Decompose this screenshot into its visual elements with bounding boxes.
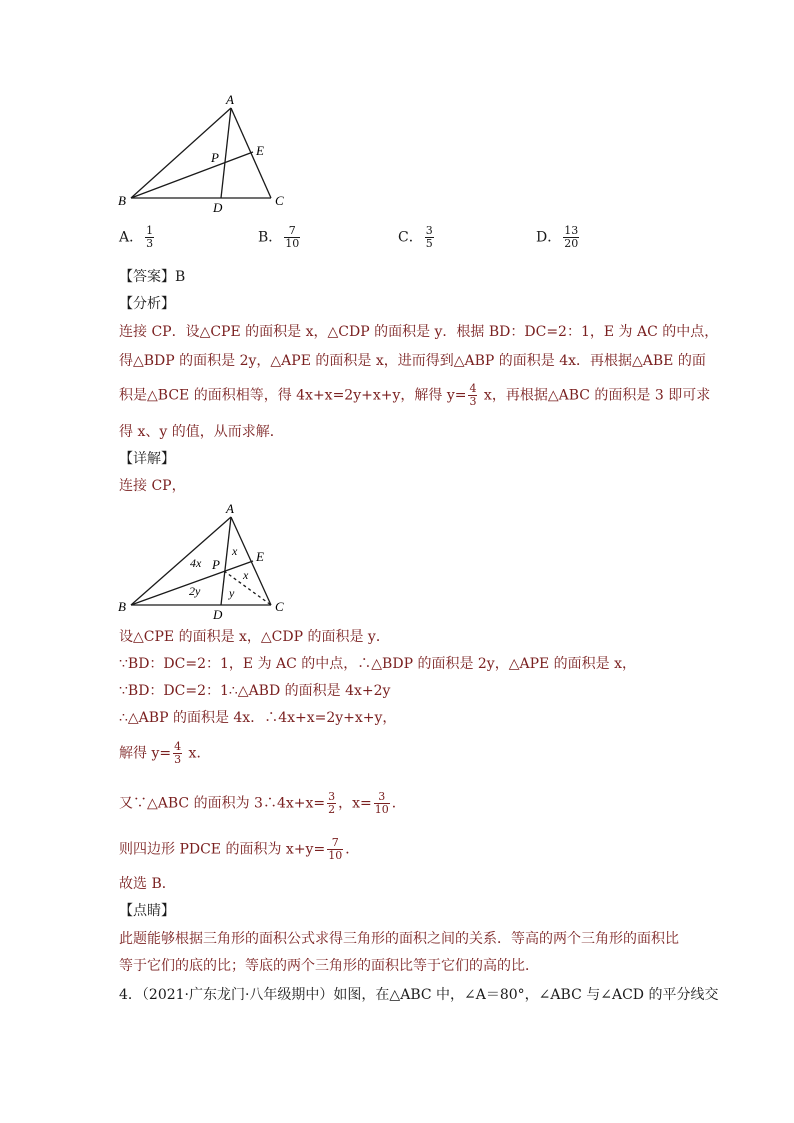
option-a: A． $\frac{1}{3}$ [119, 224, 154, 250]
analysis-line-1: 连接 CP．设△CPE 的面积是 x，△CDP 的面积是 y．根据 BD：DC=2：1，E 为 AC 的中点， [119, 324, 719, 340]
detail-line-8: 故选 B． [119, 876, 176, 892]
comment-line-1: 此题能够根据三角形的面积公式求得三角形的面积之间的关系．等高的两个三角形的面积比 [119, 931, 679, 947]
analysis-line-3: 积是△BCE 的面积相等，得 4x+x=2y+x+y，解得 y= $\frac{4}{3}$ x，再根据△ABC 的面积是 3 即可求 [119, 382, 711, 408]
vertex-label-b: B [118, 193, 126, 208]
vertex-label-b-2: B [118, 599, 126, 614]
vertex-label-p-2: P [212, 557, 220, 572]
region-label-4x: 4x [190, 556, 202, 570]
vertex-label-d: D [213, 200, 223, 213]
vertex-label-e-2: E [256, 549, 264, 564]
vertex-label-d-2: D [213, 607, 223, 622]
region-label-y: y [229, 586, 235, 600]
triangle-figure-2 [110, 496, 300, 624]
detail-line-1: 设△CPE 的面积是 x，△CDP 的面积是 y． [119, 629, 390, 645]
detail-line-7: 则四边形 PDCE 的面积为 x+y= $\frac{7}{10}$ ． [119, 836, 360, 862]
vertex-label-c: C [275, 193, 284, 208]
detail-line-4: ∴△ABP 的面积是 4x．∴4x+x=2y+x+y， [119, 710, 397, 726]
vertex-label-a-2: A [226, 501, 234, 516]
detail-line-6: 又∵△ABC 的面积为 3∴4x+x= $\frac{3}{2}$ ，x= $\frac{3}{10}$ ． [119, 790, 406, 816]
answer-line [119, 267, 185, 287]
detail-line-0: 连接 CP， [119, 478, 186, 494]
region-label-2y: 2y [189, 584, 201, 598]
vertex-label-c-2: C [275, 599, 284, 614]
triangle-figure-1 [110, 88, 300, 213]
detail-tag: 【详解】 [119, 451, 175, 467]
vertex-label-p: P [211, 150, 219, 165]
comment-tag: 【点睛】 [119, 903, 175, 919]
next-question: 4．（2021·广东龙门·八年级期中）如图，在△ABC 中，∠A＝80°，∠ABC 与∠ACD 的平分线交 [119, 987, 719, 1003]
option-d: D． $\frac{13}{20}$ [536, 224, 579, 250]
vertex-label-e: E [256, 143, 264, 158]
detail-line-2: ∵BD：DC=2：1，E 为 AC 的中点，∴△BDP 的面积是 2y，△APE 的面积是 x， [119, 656, 637, 672]
vertex-label-a: A [226, 92, 234, 107]
analysis-tag: 【分析】 [119, 296, 175, 312]
analysis-line-4: 得 x、y 的值，从而求解． [119, 424, 284, 440]
comment-line-2: 等于它们的底的比；等底的两个三角形的面积比等于它们的高的比． [119, 958, 539, 974]
region-label-x-right: x [243, 568, 249, 582]
detail-line-5: 解得 y= $\frac{4}{3}$ x． [119, 740, 211, 766]
option-b: B． $\frac{7}{10}$ [258, 224, 300, 250]
answer-tag: 【答案】 [119, 269, 175, 285]
region-label-x-top: x [232, 544, 238, 558]
option-c: C． $\frac{3}{5}$ [398, 224, 433, 250]
answer-value: B [175, 269, 186, 285]
detail-line-3: ∵BD：DC=2：1∴△ABD 的面积是 4x+2y [119, 683, 391, 699]
analysis-line-2: 得△BDP 的面积是 2y，△APE 的面积是 x，进而得到△ABP 的面积是 4x．再根据△ABE 的面 [119, 353, 706, 369]
